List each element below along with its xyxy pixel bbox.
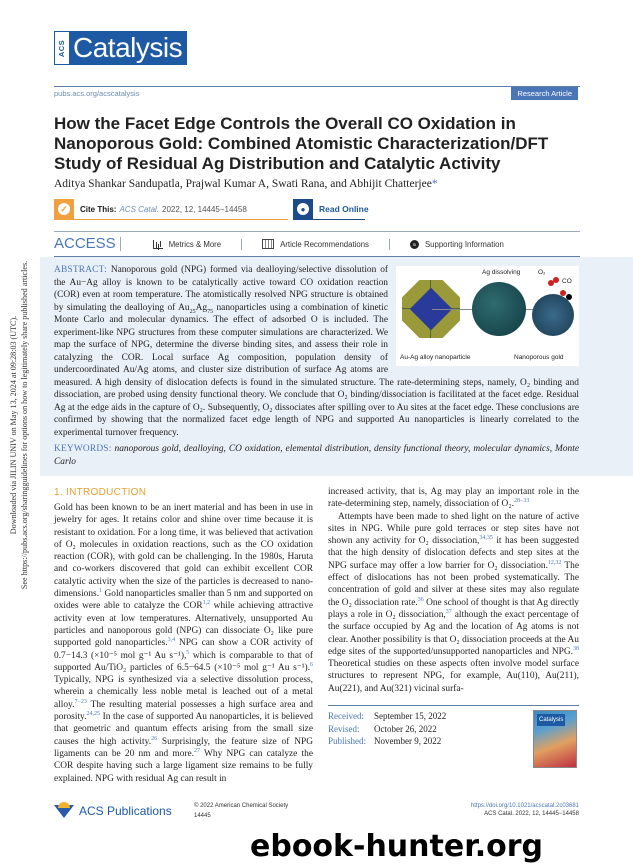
abstract-background (40, 257, 633, 476)
access-label: ACCESS (54, 237, 121, 251)
citation-ref[interactable]: 1 (99, 587, 103, 594)
citation-ref[interactable]: 1,2 (202, 600, 211, 607)
date-published: Published: November 9, 2022 (328, 736, 442, 747)
abstract-text: Nanoporous gold (NPG) formed via dealloying/selective dissolution of the Au−Ag alloy is known to be catalytically active toward CO oxidation reaction (COR) even at room temperature. The atomistically resolved NPG structure is obtained by simulating the dealloying of $Au_{25}Ag_{75}$ nanoparticles using a combination of kinetic Monte Carlo and molecular dynamics. The effect of adsorbed O is included. The experiment-like NPG structures from these computer simulations are characterized. We map the surface of NPG, determine the diverse binding sites, and assess their role in catalyzing the COR. Local surface Ag composition, population density of undercoordinated Au/Ag atoms, and cluster size distribution of surface Ag atoms are measured. A high density of dislocation defects is found in the simulated structure. The rate-determining steps, namely, O₂ binding and dissociation, are probed using density functional theory. We conclude that O₂ binding/dissociation is facilitated at the facet edge. Residual Ag at the edge aids in the capture of O₂. Subsequently, O₂ dissociates after spilling over to Au sites at the facet edge. These conclusions are confirmed by showing that the normalized facet edge length of NPG and supported Au nanoparticles is linearly correlated to the experimental turnover frequency. (54, 265, 579, 438)
citation-ref[interactable]: 26 (151, 735, 158, 742)
article-type-badge: Research Article (511, 87, 578, 100)
citation-ref[interactable]: 3,4 (167, 637, 176, 644)
cite-reference: 2022, 12, 14445−14458 (162, 204, 247, 214)
co-molecule-icon (566, 294, 572, 300)
read-online-label: Read Online (319, 204, 369, 214)
supporting-information-label: Supporting Information (424, 239, 504, 249)
doi-block (471, 802, 579, 818)
cite-journal[interactable]: ACS Catal. (119, 204, 160, 214)
journal-cover-thumbnail[interactable] (533, 710, 577, 768)
dates-divider (328, 705, 579, 706)
abstract (54, 264, 579, 468)
citation-ref[interactable]: 12,32 (547, 559, 562, 566)
toc-label-dissolving: Ag dissolving (482, 269, 521, 276)
citation-ref[interactable]: 28−33 (513, 498, 530, 505)
intro-column-right (328, 486, 579, 772)
citation-ref[interactable]: 7−23 (74, 698, 87, 705)
citation-ref[interactable]: 5 (186, 649, 190, 656)
download-notice-line1: Downloaded via JILIN UNIV on May 13, 2024 at 09:28:03 (UTC). (9, 315, 18, 535)
recommendations-icon (262, 239, 274, 249)
citation-ref[interactable]: 34,35 (479, 535, 493, 542)
co-molecule-icon (560, 290, 566, 296)
copyright: © 2022 American Chemical Society (194, 803, 289, 809)
toc-graphic[interactable] (396, 266, 579, 366)
author-list (54, 178, 438, 190)
supporting-information-link[interactable] (410, 240, 504, 249)
dissolving-particle-figure (472, 282, 526, 336)
date-received: Received: September 15, 2022 (328, 711, 447, 722)
citation-ref[interactable]: 36 (417, 596, 424, 603)
bar-chart-icon (153, 240, 163, 249)
citation-ref[interactable]: 27 (194, 747, 201, 754)
citation-ref[interactable]: 38 (573, 645, 579, 652)
intro-column-left (54, 486, 313, 785)
citation-ref[interactable]: 6 (310, 661, 313, 668)
header-divider (54, 86, 580, 87)
content-flow (0, 257, 633, 785)
watermark: ebook-hunter.org (250, 829, 543, 864)
download-notice-line2: See https://pubs.acs.org/sharingguidelines for options on how to legitimately share published articles. (20, 260, 29, 590)
citation-ref[interactable]: 24,25 (86, 710, 100, 717)
toc-label-o2: O₂ (538, 269, 546, 276)
toc-label-alloy: Au-Ag alloy nanoparticle (400, 354, 471, 361)
doi-link[interactable]: https://doi.org/10.1021/acscatal.2c03681 (470, 803, 579, 809)
article-title: How the Facet Edge Controls the Overall CO Oxidation in Nanoporous Gold: Combined Atomistic Characterization/DFT Study of Residual Ag Distribution and Catalytic Activity (54, 114, 549, 173)
intro-paragraph: Gold has been known to be an inert material and has been in use in jewelry for ages. It retains color and shine over time because it is resistant to oxidation. For a long time, it was believed that activation of O₂ molecules in oxidation reactions, such as the CO oxidation reaction (COR), with gold can be challenging. In the 1980s, Haruta and co-workers discovered that gold can exhibit excellent COR catalytic activity when the size of the particles is decreased to nano-dimensions.$^1$ Gold nanoparticles smaller than 5 nm and supported on oxides were able to catalyze the COR$^{1,2}$ while achieving attractive activity even at low temperatures. Alternatively, unsupported Au particles and nanoporous gold (NPG) can dissociate O₂ like pure supported gold nanoparticles.$^{3,4}$ NPG can show a COR activity of 0.7−14.3 (×10⁻⁵ mol g⁻¹ Au s⁻¹),$^5$ which is comparable to that of supported Au/TiO₂ particles of 6.5−64.5 (×10⁻⁵ mol g⁻¹ Au s⁻¹).$^6$ Typically, NPG is synthesized via a selective dissolution process, wherein a chemically less noble metal is leached out of a metal alloy.$^{7-23}$ The resulting material possesses a high surface area and porosity.$^{24,25}$ In the case of supported Au nanoparticles, it is believed that geometric and quantum effects arising from the small size causes the high activity.$^{26}$ Surprisingly, the feature size of NPG ligaments can be 20 nm and more.$^{27}$ Why NPG can catalyze the COR despite having such a large ligament size remains to be fully explained. NPG with residual Ag can result in (54, 503, 313, 784)
body-columns (0, 486, 633, 785)
si-icon: SI (410, 240, 419, 249)
acs-publications-logo[interactable] (54, 804, 172, 818)
cover-label: Catalysis (537, 714, 565, 726)
toc-label-co: CO (562, 278, 572, 285)
access-separator (389, 239, 390, 250)
toc-label-npg: Nanoporous gold (514, 354, 564, 361)
page-footer (54, 800, 579, 828)
read-online-button[interactable] (293, 199, 369, 220)
authors-text: Aditya Shankar Sandupatla, Prajwal Kumar A, Swati Rana, and Abhijit Chatterjee (54, 178, 432, 190)
abstract-label: ABSTRACT: (54, 265, 107, 275)
article-recommendations-label: Article Recommendations (280, 239, 369, 249)
cite-label: Cite This: (80, 204, 117, 214)
metrics-more-label: Metrics & More (168, 239, 222, 249)
metrics-more-link[interactable] (153, 240, 221, 249)
cite-this[interactable] (54, 199, 288, 220)
page-number: 14445 (194, 813, 211, 819)
acs-publications-icon (54, 805, 74, 818)
checkmark-icon: ✓ (54, 199, 74, 219)
acs-logo-mark: ACS (54, 31, 70, 65)
intro-paragraph: increased activity, that is, Ag may play an important role in the rate-determining step, namely, dissociation of O₂.$^{28-33}$ (328, 487, 579, 510)
corresponding-author-mark[interactable]: * (431, 178, 438, 190)
journal-logo[interactable] (54, 31, 187, 65)
keywords-label: KEYWORDS: (54, 444, 112, 454)
date-revised: Revised: October 26, 2022 (328, 723, 437, 734)
intro-paragraph: Attempts have been made to shed light on the nature of active sites in NPG. While pure gold terraces or step sites have not shown any activity for O₂ dissociation,$^{34,35}$ it has been suggested that the high density of dislocation defects and step sites at the NPG surface may offer a low barrier for O₂ dissociation.$^{12,32}$ The effect of dislocations has not been probed systematically. The concentration of gold and silver at these sites may also regulate the O₂ dissociation rate.$^{36}$ One school of thought is that Ag directly plays a role in O₂ dissociation,$^{37}$ although the exact percentage of the surface occupied by Ag and the location of Ag atoms is not clear. Another possibility is that O₂ dissociation proceeds at the Au edge sites of the supported/unsupported nanoparticles and NPG.$^{38}$ Theoretical studies on these aspects often involve model surface structures to represent NPG, for example, Au(110), Au(211), Au(221), and Au(321) vicinal surfa- (328, 511, 580, 694)
citation-ref[interactable]: 37 (445, 608, 452, 615)
o2-molecule-icon (553, 277, 559, 283)
keywords-text: nanoporous gold, dealloying, CO oxidation, elemental distribution, density functional theory, molecular dynamics, Monte Carlo (54, 444, 580, 467)
article-recommendations-link[interactable] (262, 239, 369, 249)
access-bar (54, 231, 580, 257)
publication-dates (328, 710, 446, 748)
dates-block (328, 710, 579, 772)
journal-url[interactable]: pubs.acs.org/acscatalysis (54, 89, 140, 98)
journal-logo-name: Catalysis (70, 31, 187, 65)
keywords (54, 443, 579, 468)
globe-icon: ● (293, 199, 313, 219)
nanoporous-gold-figure (532, 294, 574, 336)
access-separator (241, 239, 242, 250)
publisher-name: ACS Publications (79, 804, 172, 818)
section-heading-introduction: 1. INTRODUCTION (54, 487, 147, 498)
journal-reference: ACS Catal. 2022, 12, 14445−14458 (484, 811, 579, 817)
